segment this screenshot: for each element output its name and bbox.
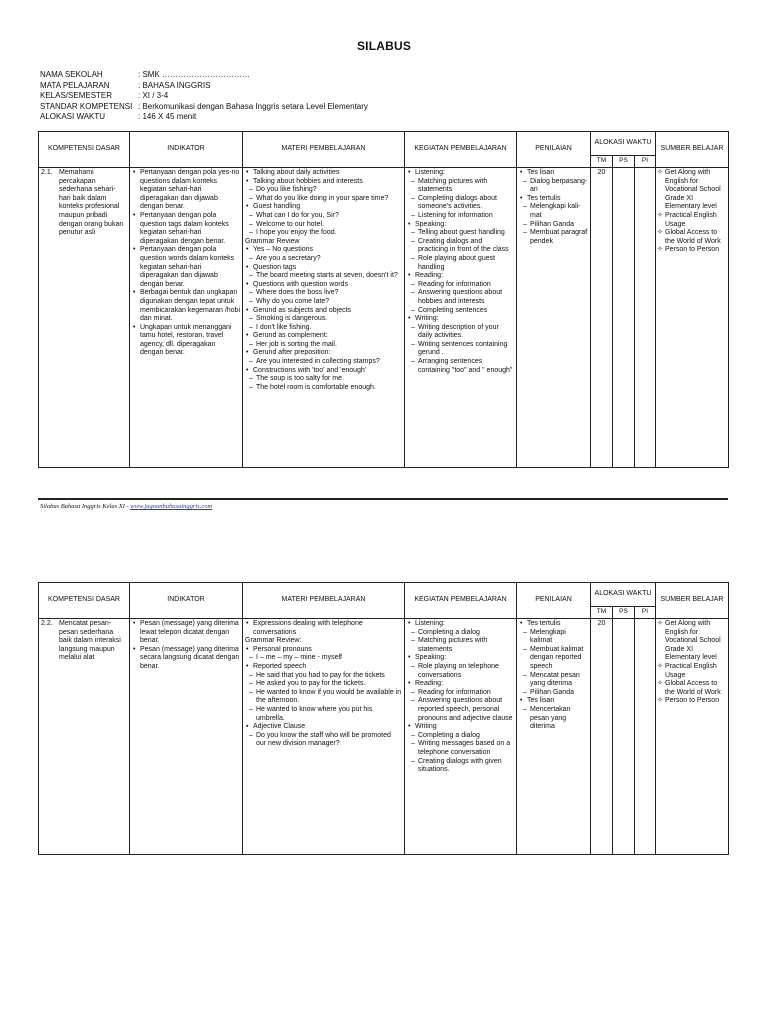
list-item: – Arranging sentences containing "too" and " enough" [407,358,514,375]
info-label: MATA PELAJARAN [40,80,110,90]
list-item: • Pesan (message) yang diterima lewat telepon dicatat dengan benar. [132,620,240,646]
header-materi: MATERI PEMBELAJARAN [243,583,405,619]
list-item: ✧ Practical English Usage [658,212,726,229]
list-item: • Guest handling [245,203,402,212]
list-item: • Talking about daily activities [245,169,402,178]
list-item: • Talking about hobbies and interests [245,178,402,187]
list-item: – Smoking is dangerous. [245,315,402,324]
list-item: – Membuat kalimat dengan reported speech [519,646,588,672]
table-row [39,168,729,468]
cell-ps [613,168,635,468]
list-item: – He wanted to know if you would be available in the afternoon. [245,689,402,706]
header-pi: PI [635,156,656,168]
cell-materi [243,168,405,468]
info-value: : BAHASA INGGRIS [138,80,211,90]
syllabus-table-2 [38,582,729,855]
grammar-heading: Grammar Review: [245,637,302,645]
list-item: – Reading for information [407,281,514,290]
list-item: • Writing: [407,315,514,324]
list-item: • Tes lisan [519,169,588,178]
list-item: – The board meeting starts at seven, doesn't it? [245,272,402,281]
header-ps: PS [613,156,635,168]
kd-number: 2.1. [41,169,53,176]
list-item: • Pertanyaan dengan pola question tags dalam konteks kegiatan sehari-hari diperagakan dengan benar. [132,212,240,246]
list-item: – What do you like doing in your spare time? [245,195,402,204]
header-kegiatan: KEGIATAN PEMBELAJARAN [405,583,517,619]
header-kd: KOMPETENSI DASAR [39,583,130,619]
list-item: – Are you interested in collecting stamps? [245,358,402,367]
cell-kegiatan [405,168,517,468]
list-item: – He asked you to pay for the tickets. [245,680,402,689]
cell-indikator [130,619,243,855]
list-item: • Speaking: [407,654,514,663]
header-pi: PI [635,607,656,619]
cell-penilaian [517,619,591,855]
info-value: : 146 X 45 menit [138,112,197,121]
list-item: • Expressions dealing with telephone conversations [245,620,402,637]
list-item: – Pilihan Ganda [519,221,588,230]
info-label: KELAS/SEMESTER [40,91,113,100]
list-item: • Reading: [407,680,514,689]
list-item: ✧ Get Along with English for Vocational School Grade XI Elementary level [658,169,726,212]
list-item: – Melengkapi kali-mat [519,203,588,220]
list-item: – Matching pictures with statements [407,637,514,654]
kd-text: Mencatat pesan-pesan sederhana baik dalam interaksi langsung maupun melalui alat [59,620,121,662]
list-item: ✧ Global Access to the World of Work [658,680,726,697]
list-item: • Reported speech [245,663,402,672]
cell-tm: 20 [591,168,613,468]
list-item: – He wanted to know where you put his umbrella. [245,706,402,723]
info-row-subject [40,81,368,92]
header-ps: PS [613,607,635,619]
list-item: – Do you know the staff who will be promoted our new division manager? [245,732,402,749]
list-item: – I hope you enjoy the food. [245,229,402,238]
list-item: • Yes – No questions [245,246,402,255]
list-item: – Writing messages based on a telephone conversation [407,740,514,757]
list-item: – I don't like fishing. [245,324,402,333]
list-item: – Answering questions about reported speech, personal pronouns and adjective clause [407,697,514,723]
list-item: – What can I do for you, Sir? [245,212,402,221]
list-item: – Dialog berpasang-an [519,178,588,195]
list-item: – Telling about guest handling [407,229,514,238]
header-kegiatan: KEGIATAN PEMBELAJARAN [405,132,517,168]
info-row-school [40,70,368,81]
cell-indikator [130,168,243,468]
header-materi: MATERI PEMBELAJARAN [243,132,405,168]
list-item: – Creating dialogs with given situations. [407,758,514,775]
list-item: • Ungkapan untuk menanggani tamu hotel, restoran, travel agency, dll. diperagakan dengan benar. [132,324,240,358]
list-item: – Reading for information [407,689,514,698]
document-info [40,70,368,123]
info-value: : Berkomunikasi dengan Bahasa Inggris setara Level Elementary [138,101,368,111]
list-item: – Mencatat pesan yang diterima [519,672,588,689]
list-item: – He said that you had to pay for the tickets [245,672,402,681]
info-row-competence [40,102,368,113]
info-label: NAMA SEKOLAH [40,70,103,79]
list-item: • Reading: [407,272,514,281]
info-value: : SMK …………………………… [138,70,251,79]
header-kd: KOMPETENSI DASAR [39,132,130,168]
list-item: – Her job is sorting the mail. [245,341,402,350]
cell-pi [635,619,656,855]
list-item: • Gerund as complement: [245,332,402,341]
footer-link[interactable]: www.jagoanbahasainggris.com [130,503,213,510]
syllabus-table-1 [38,131,729,468]
table-row [39,619,729,855]
header-penilaian: PENILAIAN [517,132,591,168]
header-alokasi: ALOKASI WAKTU [591,583,656,607]
list-item: • Questions with question words [245,281,402,290]
list-item: • Tes tertulis [519,195,588,204]
list-item: – Membuat paragraf pendek [519,229,588,246]
list-item: – Role playing about guest handling [407,255,514,272]
list-item: • Berbagai bentuk dan ungkapan digunakan dengan tepat untuk membicarakan kegemaran /hobi dan minat. [132,289,240,323]
list-item: • Gerund as subjects and objects [245,307,402,316]
header-indikator: INDIKATOR [130,132,243,168]
list-item: – Answering questions about hobbies and interests [407,289,514,306]
cell-ps [613,619,635,855]
list-item: – Completing dialogs about someone's activities. [407,195,514,212]
page-footer [40,503,212,510]
header-indikator: INDIKATOR [130,583,243,619]
cell-kd [39,619,130,855]
list-item: – Matching pictures with statements [407,178,514,195]
grammar-heading: Grammar Review [245,237,300,245]
list-item: • Listening: [407,620,514,629]
cell-tm: 20 [591,619,613,855]
header-sumber: SUMBER BELAJAR [656,132,729,168]
list-item: – Listening for information [407,212,514,221]
list-item: ✧ Get Along with English for Vocational School Grade XI Elementary level [658,620,726,663]
list-item: – Are you a secretary? [245,255,402,264]
list-item: • Tes tertulis [519,620,588,629]
list-item: – Completing sentences [407,307,514,316]
header-alokasi: ALOKASI WAKTU [591,132,656,156]
list-item: – Completing a dialog [407,732,514,741]
list-item: • Gerund after preposition: [245,349,402,358]
info-row-time [40,112,368,123]
list-item: – Do you like fishing? [245,186,402,195]
info-row-class [40,91,368,102]
list-item: ✧ Practical English Usage [658,663,726,680]
list-item: • Listening: [407,169,514,178]
list-item: – The hotel room is comfortable enough. [245,384,402,393]
list-item: – Writing description of your daily activities. [407,324,514,341]
list-item: • Constructions with 'too' and 'enough' [245,367,402,376]
list-item: – The soup is too salty for me. [245,375,402,384]
list-item: • Question tags [245,264,402,273]
list-item: • Pesan (message) yang diterima secara langsung dicatat dengan benar. [132,646,240,672]
list-item: ▪ Adjective Clause [245,723,402,732]
cell-materi [243,619,405,855]
cell-sumber [656,168,729,468]
list-item: • Pertanyaan dengan pola yes-no questions dalam konteks kegiatan sehari-hari diperagakan dan dijawab dengan benar. [132,169,240,212]
list-item: – Pilihan Ganda [519,689,588,698]
list-item: • Speaking: [407,221,514,230]
cell-penilaian [517,168,591,468]
list-item: • Writing [407,723,514,732]
list-item: – Completing a dialog [407,629,514,638]
kd-number: 2.2. [41,620,53,627]
cell-kd [39,168,130,468]
list-item: – Where does the boss live? [245,289,402,298]
list-item: – Welcome to our hotel. [245,221,402,230]
list-item: – Mencertakan pesan yang diterima [519,706,588,732]
header-tm: TM [591,607,613,619]
footer-divider [38,498,728,500]
page-title: SILABUS [356,39,412,53]
list-item: – Melengkapi kalimat [519,629,588,646]
list-item: • Tes lisan [519,697,588,706]
cell-sumber [656,619,729,855]
list-item: – Writing sentences containing gerund . [407,341,514,358]
header-sumber: SUMBER BELAJAR [656,583,729,619]
list-item: – Why do you come late? [245,298,402,307]
kd-text: Memahami percakapan sederhana sehari-hari baik dalam konteks profesional maupun pribadi dengan orang bukan penutur asli [59,169,124,237]
header-tm: TM [591,156,613,168]
list-item: – I – me – my – mine - myself [245,654,402,663]
header-penilaian: PENILAIAN [517,583,591,619]
cell-kegiatan [405,619,517,855]
list-item: ✧ Global Access to the World of Work [658,229,726,246]
info-label: STANDAR KOMPETENSI [40,101,133,111]
list-item: – Role playing on telephone conversations [407,663,514,680]
cell-pi [635,168,656,468]
info-value: : XI / 3-4 [138,91,169,100]
list-item: ✧ Person to Person [658,697,726,706]
list-item: – Creating dialogs and practicing in front of the class [407,238,514,255]
info-label: ALOKASI WAKTU [40,112,106,121]
footer-text: Silabus Bahasa Inggris Kelas XI - [40,503,129,510]
list-item: • Personal pronouns [245,646,402,655]
list-item: ✧ Person to Person [658,246,726,255]
list-item: • Pertanyaan dengan pola question words dalam konteks kegiatan sehari-hari diperagakan dan dijawab dengan benar. [132,246,240,289]
